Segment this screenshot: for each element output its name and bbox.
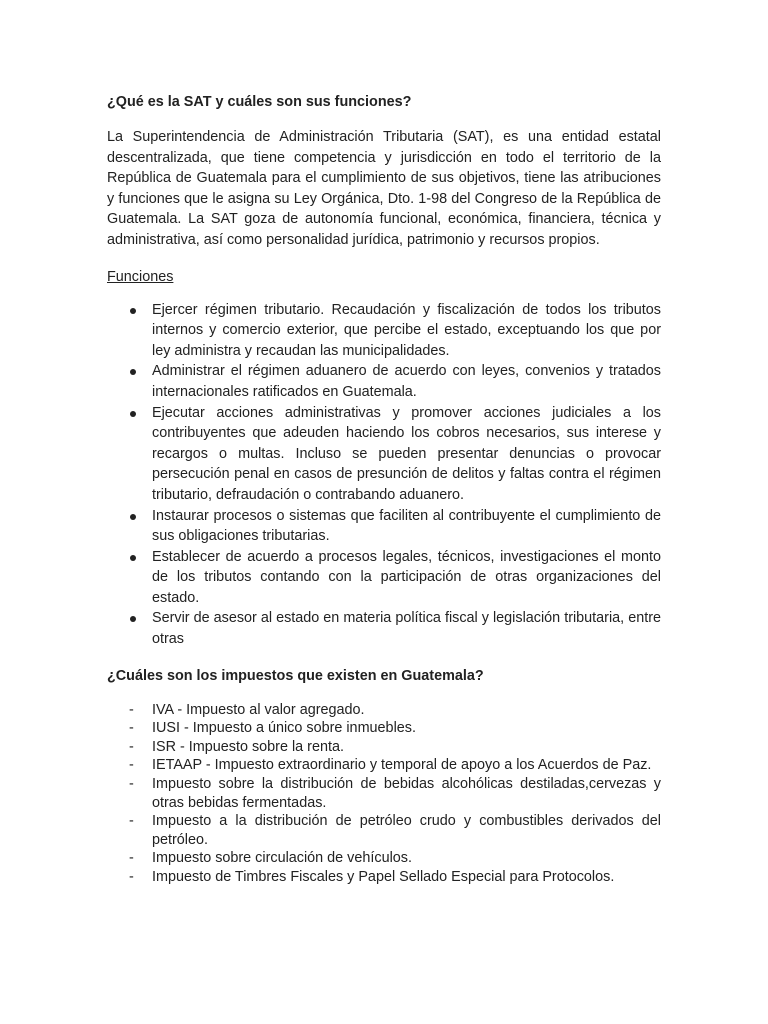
list-item: Servir de asesor al estado en materia política fiscal y legislación tributaria, entre otras: [107, 608, 661, 649]
list-item: - ISR - Impuesto sobre la renta.: [129, 738, 344, 755]
dash-marker: -: [129, 720, 134, 737]
list-item: Administrar el régimen aduanero de acuerdo con leyes, convenios y tratados internacionales ratificados en Guatemala.: [107, 361, 661, 402]
intro-paragraph: La Superintendencia de Administración Tributaria (SAT), es una entidad estatal descentralizada, que tiene competencia y jurisdicción en todo el territorio de la República de Guatemala para el cumplimiento de sus objetivos, tiene las atribuciones y funciones que le asigna su Ley Orgánica, Dto. 1-98 del Congreso de la República de Guatemala. La SAT goza de autonomía funcional, económica, financiera, técnica y administrativa, así como personalidad jurídica, patrimonio y recursos propios.: [107, 129, 661, 248]
impuestos-list: [107, 701, 661, 887]
bullet-icon: [130, 514, 136, 520]
funciones-subheading: Funciones: [107, 268, 174, 285]
bullet-icon: [130, 369, 136, 375]
list-item: Ejercer régimen tributario. Recaudación y fiscalización de todos los tributos internos y comercio exterior, que percibe el estado, exceptuando los que por ley administra y recaudan las municipalidades.: [107, 300, 661, 362]
bullet-icon: [130, 308, 136, 314]
dash-marker: -: [129, 701, 134, 718]
funciones-list: [107, 300, 661, 650]
bullet-icon: [130, 411, 136, 417]
list-item: - Impuesto sobre la distribución de bebidas alcohólicas destiladas,cervezas y otras bebidas fermentadas.: [129, 776, 661, 811]
dash-marker: -: [129, 738, 134, 755]
list-item: Ejecutar acciones administrativas y promover acciones judiciales a los contribuyentes que adeuden haciendo los cobros necesarios, sus interese y recargos o multas. Incluso se pueden presentar denuncias o provocar persecución penal en casos de presunción de delitos y faltas contra el régimen tributario, defraudación o contrabando aduanero.: [107, 403, 661, 506]
list-item: - Impuesto a la distribución de petróleo crudo y combustibles derivados del petróleo.: [129, 813, 661, 848]
list-item: - Impuesto de Timbres Fiscales y Papel Sellado Especial para Protocolos.: [129, 869, 615, 885]
list-item: Instaurar procesos o sistemas que faciliten al contribuyente el cumplimiento de sus obligaciones tributarias.: [107, 506, 661, 547]
heading-impuestos: ¿Cuáles son los impuestos que existen en Guatemala?: [107, 667, 484, 684]
list-item: - IUSI - Impuesto a único sobre inmuebles.: [129, 720, 416, 737]
list-item: - IETAAP - Impuesto extraordinario y temporal de apoyo a los Acuerdos de Paz.: [129, 757, 652, 774]
list-item: Establecer de acuerdo a procesos legales, técnicos, investigaciones el monto de los tributos contando con la participación de otras organizaciones del estado.: [107, 547, 661, 609]
bullet-icon: [130, 616, 136, 622]
document-page: [107, 88, 661, 887]
list-item: - IVA - Impuesto al valor agregado.: [129, 701, 365, 718]
dash-marker: -: [129, 776, 134, 793]
dash-marker: -: [129, 813, 134, 830]
list-item: - Impuesto sobre circulación de vehículos.: [129, 850, 412, 867]
heading-sat: ¿Qué es la SAT y cuáles son sus funciones?: [107, 94, 412, 110]
dash-marker: -: [129, 850, 134, 867]
dash-marker: -: [129, 757, 134, 774]
dash-marker: -: [129, 869, 134, 885]
bullet-icon: [130, 555, 136, 561]
